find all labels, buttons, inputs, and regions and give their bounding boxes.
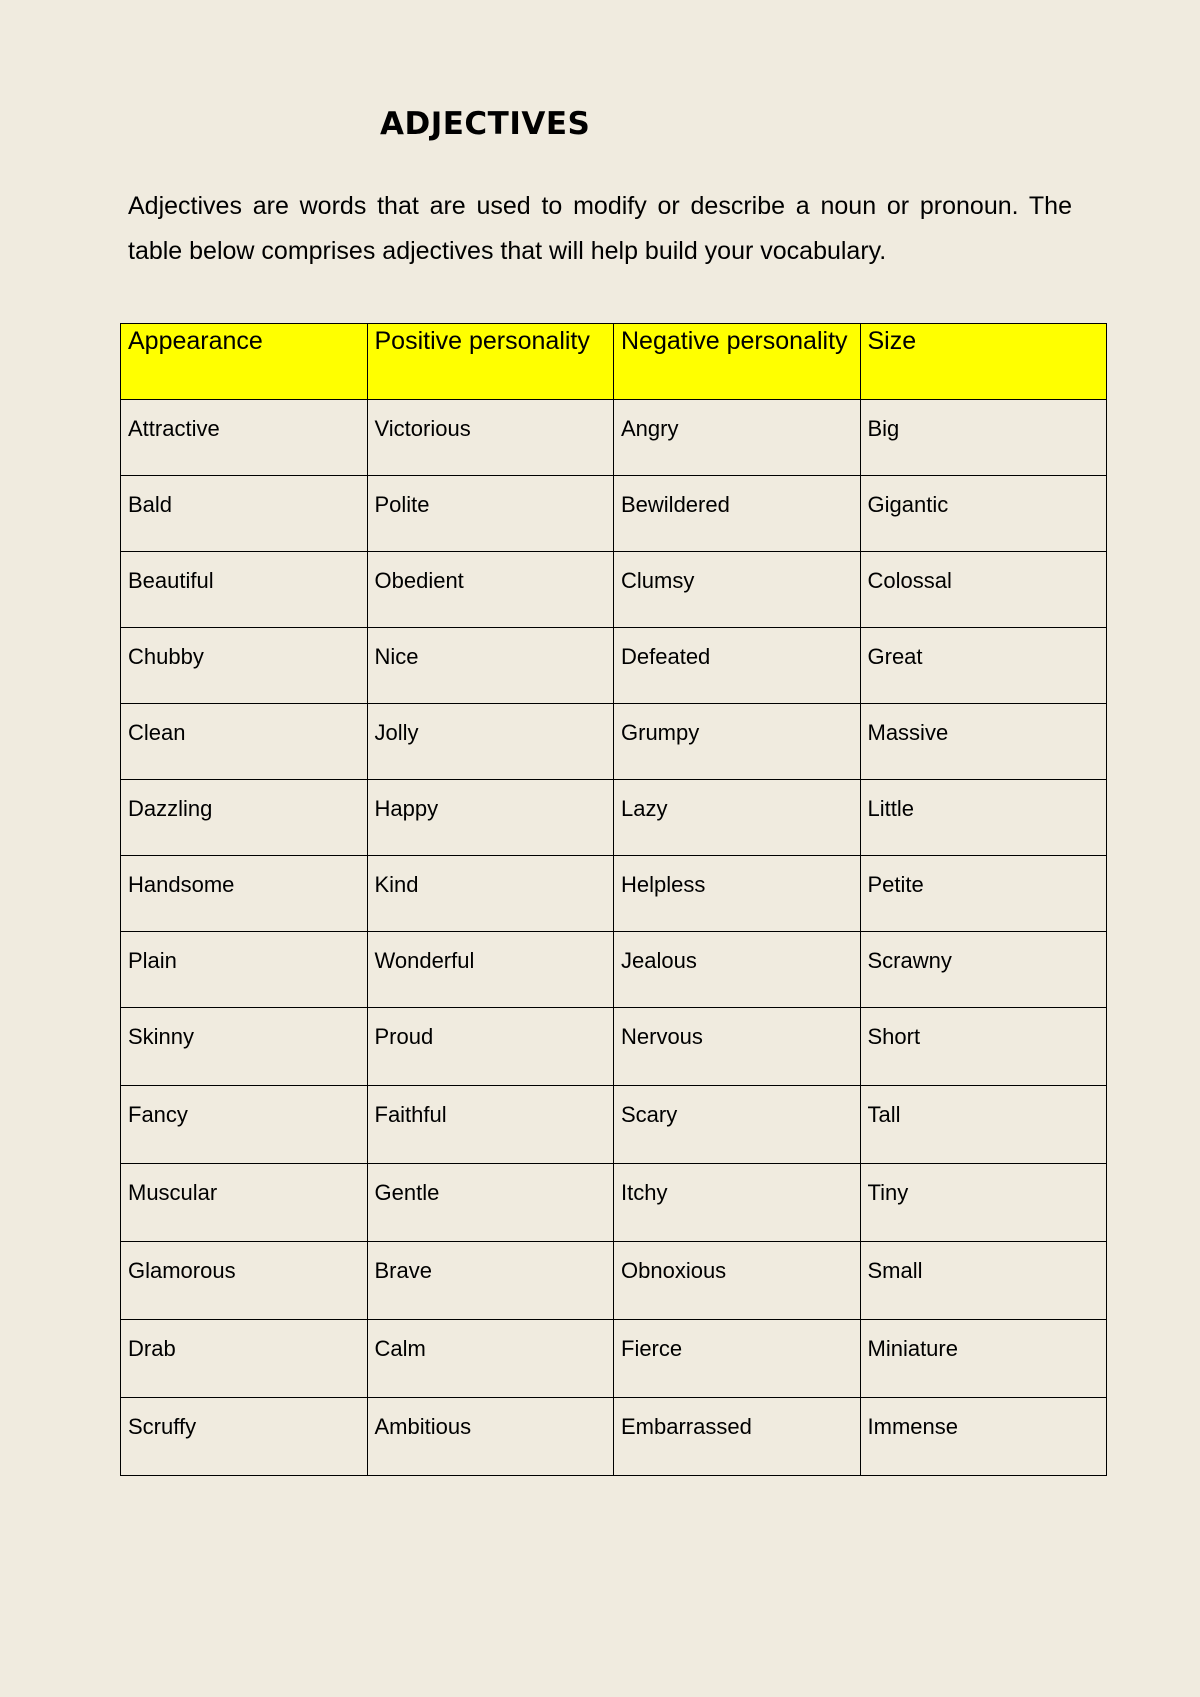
table-cell-size: Great (860, 628, 1107, 704)
table-cell-size: Petite (860, 856, 1107, 932)
table-cell-appearance: Dazzling (121, 780, 368, 856)
table-row (121, 1086, 1107, 1164)
table-cell-negative-personality: Bewildered (614, 476, 861, 552)
table-row (121, 1320, 1107, 1398)
table-cell-negative-personality: Obnoxious (614, 1242, 861, 1320)
table-cell-positive-personality: Calm (367, 1320, 614, 1398)
table-cell-appearance: Plain (121, 932, 368, 1008)
table-cell-appearance: Beautiful (121, 552, 368, 628)
column-header-positive-personality: Positive personality (367, 324, 614, 400)
table-cell-positive-personality: Obedient (367, 552, 614, 628)
table-cell-appearance: Handsome (121, 856, 368, 932)
table-cell-positive-personality: Nice (367, 628, 614, 704)
table-cell-negative-personality: Itchy (614, 1164, 861, 1242)
table-cell-positive-personality: Polite (367, 476, 614, 552)
table-cell-size: Massive (860, 704, 1107, 780)
table-cell-negative-personality: Scary (614, 1086, 861, 1164)
table-cell-negative-personality: Fierce (614, 1320, 861, 1398)
adjectives-table (120, 323, 1107, 1476)
page-title: ADJECTIVES (380, 106, 591, 142)
table-row (121, 476, 1107, 552)
table-row (121, 1242, 1107, 1320)
table-cell-appearance: Muscular (121, 1164, 368, 1242)
table-cell-negative-personality: Grumpy (614, 704, 861, 780)
table-cell-size: Small (860, 1242, 1107, 1320)
table-cell-negative-personality: Lazy (614, 780, 861, 856)
table-cell-size: Big (860, 400, 1107, 476)
table-cell-positive-personality: Gentle (367, 1164, 614, 1242)
table-cell-negative-personality: Embarrassed (614, 1398, 861, 1476)
column-header-negative-personality: Negative personality (614, 324, 861, 400)
table-cell-negative-personality: Clumsy (614, 552, 861, 628)
table-row (121, 552, 1107, 628)
table-cell-positive-personality: Faithful (367, 1086, 614, 1164)
table-cell-size: Tiny (860, 1164, 1107, 1242)
table-row (121, 780, 1107, 856)
table-cell-appearance: Clean (121, 704, 368, 780)
table-cell-positive-personality: Kind (367, 856, 614, 932)
table-cell-appearance: Fancy (121, 1086, 368, 1164)
table-cell-negative-personality: Jealous (614, 932, 861, 1008)
table-row (121, 628, 1107, 704)
table-cell-appearance: Scruffy (121, 1398, 368, 1476)
table-row (121, 856, 1107, 932)
table-cell-appearance: Skinny (121, 1008, 368, 1086)
column-header-appearance: Appearance (121, 324, 368, 400)
intro-paragraph: Adjectives are words that are used to modify or describe a noun or pronoun. The table below comprises adjectives that will help build your vocabulary. (128, 192, 1072, 265)
table-row (121, 932, 1107, 1008)
table-cell-size: Scrawny (860, 932, 1107, 1008)
table-cell-positive-personality: Ambitious (367, 1398, 614, 1476)
table-cell-appearance: Chubby (121, 628, 368, 704)
table-cell-negative-personality: Angry (614, 400, 861, 476)
column-header-size: Size (860, 324, 1107, 400)
table-cell-negative-personality: Nervous (614, 1008, 861, 1086)
table-row (121, 1398, 1107, 1476)
table-cell-appearance: Bald (121, 476, 368, 552)
table-row (121, 1164, 1107, 1242)
table-cell-size: Little (860, 780, 1107, 856)
table-cell-size: Gigantic (860, 476, 1107, 552)
table-row (121, 1008, 1107, 1086)
table-cell-appearance: Glamorous (121, 1242, 368, 1320)
table-cell-size: Tall (860, 1086, 1107, 1164)
table-cell-size: Colossal (860, 552, 1107, 628)
table-row (121, 704, 1107, 780)
table-cell-negative-personality: Defeated (614, 628, 861, 704)
table-cell-negative-personality: Helpless (614, 856, 861, 932)
table-cell-positive-personality: Jolly (367, 704, 614, 780)
table-cell-positive-personality: Brave (367, 1242, 614, 1320)
table-body (121, 400, 1107, 1476)
table-cell-size: Miniature (860, 1320, 1107, 1398)
table-cell-size: Immense (860, 1398, 1107, 1476)
table-cell-positive-personality: Victorious (367, 400, 614, 476)
table-cell-size: Short (860, 1008, 1107, 1086)
table-cell-appearance: Drab (121, 1320, 368, 1398)
table-cell-positive-personality: Happy (367, 780, 614, 856)
table-row (121, 400, 1107, 476)
table-header-row (121, 324, 1107, 400)
table-cell-appearance: Attractive (121, 400, 368, 476)
table-cell-positive-personality: Proud (367, 1008, 614, 1086)
table-cell-positive-personality: Wonderful (367, 932, 614, 1008)
